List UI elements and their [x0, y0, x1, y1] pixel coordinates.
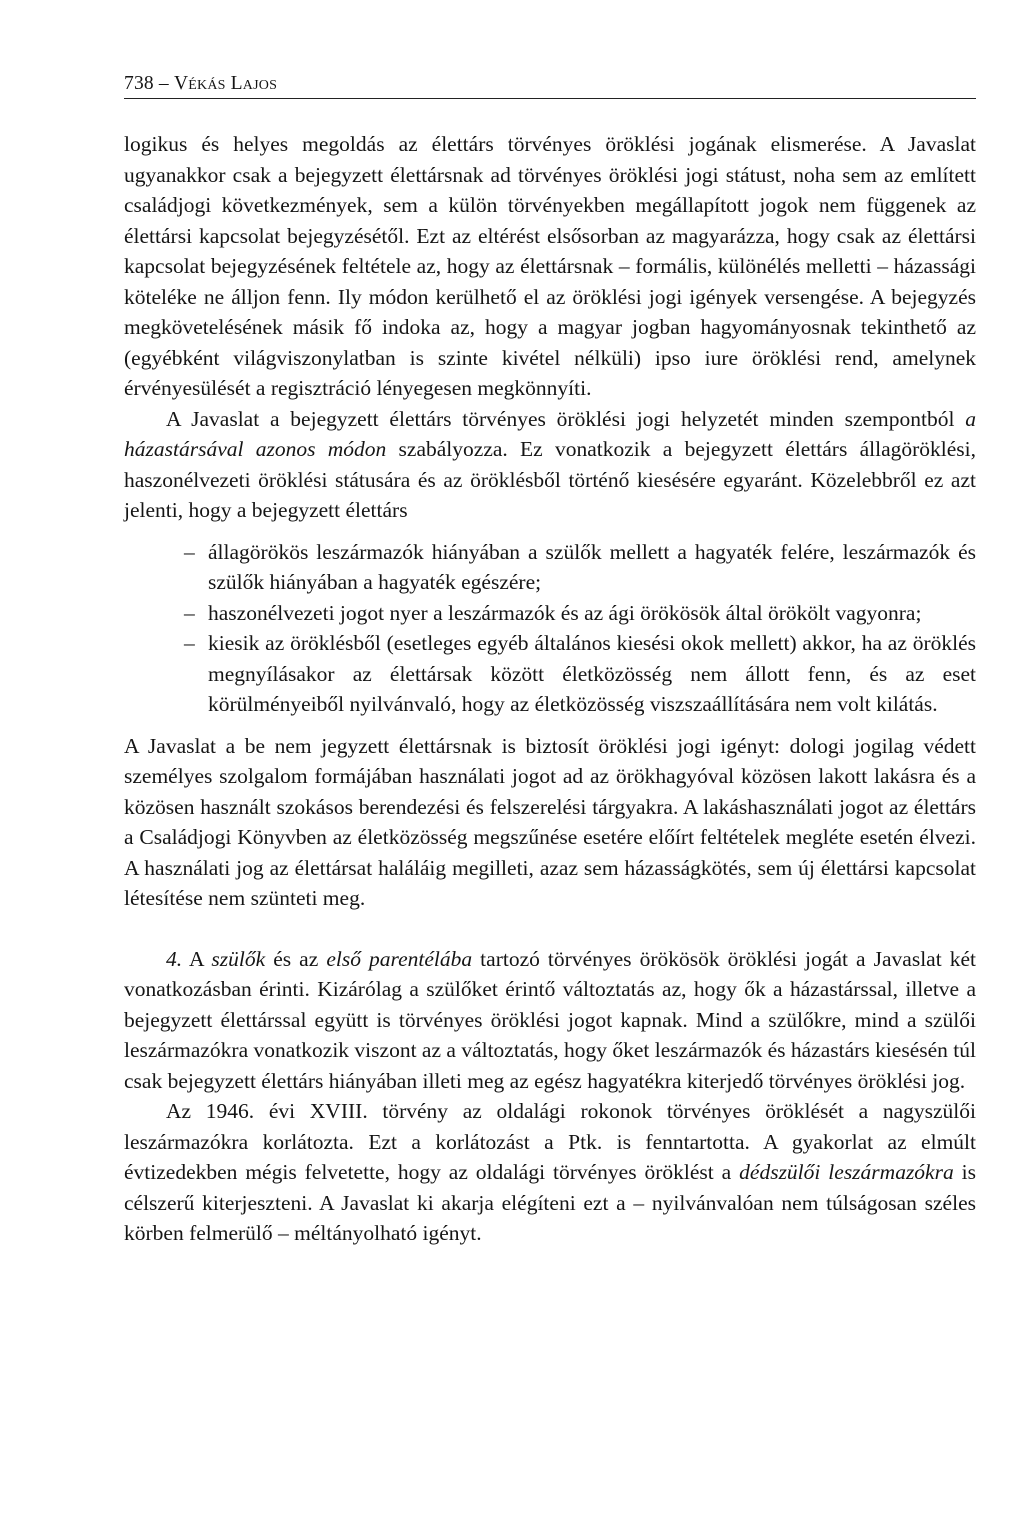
- paragraph-5-part-b: is célszerű kiterjeszteni. A Javaslat ki akarja elégíteni ezt a – nyilvánvalóan nem túlságosan széles körben felmerülő – méltányolható igényt.: [124, 1160, 976, 1245]
- paragraph-2-part-a: A Javaslat a bejegyzett élettárs törvényes öröklési jogi helyzetét minden szempontból: [166, 406, 966, 431]
- author-name: Vékás Lajos: [173, 73, 278, 94]
- page-number: 738: [124, 73, 154, 94]
- paragraph-3: A Javaslat a be nem jegyzett élettársnak is biztosít öröklési jogi igényt: dologi jogilag védett személyes szolgalom formájában használati jogot ad az örökhagyóval közösen lakott lakásra és a közösen használt szokásos berendezési és felszerelési tárgyakra. A lakáshasználati jogot az élettárs a Családjogi Könyvben az életközösség megszűnése esetére előírt feltételek megléte esetén élvezi. A használati jog az élettársat haláláig megilleti, azaz sem házasságkötés, sem új élettársi kapcsolat létesítése nem szünteti meg.: [124, 733, 976, 910]
- paragraph-4: [124, 944, 976, 1097]
- list-item: – haszonélvezeti jogot nyer a leszármazók és az ági örökösök által örökölt vagyonra;: [208, 598, 976, 629]
- list-item: – állagörökös leszármazók hiányában a szülők mellett a hagyaték felére, leszármazók és szülők hiányában a hagyaték egészére;: [208, 537, 976, 598]
- paragraph-4-emphasis-1: szülők: [211, 946, 266, 971]
- paragraph-5-part-a: Az 1946. évi XVIII. törvény az oldalági rokonok törvényes öröklését a nagyszülői leszármazókra korlátozta. Ezt a korlátozást a Ptk. is fenntartotta. A gyakorlat az elmúlt évtizedekben mégis felvetette, hogy az oldalági törvényes öröklést a: [124, 1099, 976, 1184]
- paragraph-4-part-c: tartozó törvényes örökösök öröklési jogát a Javaslat két vonatkozásban érinti. Kizárólag a szülőket érintő változtatás az, hogy ők a házastárssal, illetve a bejegyzett élettárssal együtt is törvényes öröklési jogot kapnak. Mind a szülőkre, mind a szülői leszármazókra vonatkozik viszont az a változtatás, hogy őket leszármazók és házastárs kiesésén túl csak bejegyzett élettárs hiányában illeti meg az egész hagyatékra kiterjedő törvényes öröklési jog.: [124, 946, 977, 1093]
- paragraph-5-emphasis: dédszülői leszármazókra: [739, 1160, 954, 1184]
- section-number: 4.: [166, 946, 183, 971]
- paragraph-4-part-a: A: [182, 946, 212, 971]
- section-gap: [124, 914, 976, 944]
- paragraph-1: logikus és helyes megoldás az élettárs törvényes öröklési jogának elismerése. A Javaslat ugyanakkor csak a bejegyzett élettársnak ad törvényes öröklési jogi státust, noha sem az említett családjogi következmények, sem a külön törvényekben megállapított jogok nem függenek az élettársi kapcsolat bejegyzésétől. Ezt az eltérést elsősorban az magyarázza, hogy csak az élettársi kapcsolat bejegyzésének feltétele az, hogy az élettársnak – formális, különélés melletti – házassági köteléke ne álljon fenn. Ily módon kerülhető el az öröklési jogi igények versengése. A bejegyzés megkövetelésének másik fő indoka az, hogy a magyar jogban hagyományosnak tekinthető az (egyébként világviszonylatban is szinte kivétel nélküli) ipso iure öröklési rend, amelynek érvényesülését a regisztráció lényegesen megkönnyíti.: [124, 132, 976, 400]
- paragraph-4-part-b: és az: [265, 946, 327, 971]
- page: [124, 72, 976, 1249]
- paragraph-2-emphasis: a házastársával azonos módon: [124, 406, 976, 461]
- paragraph-2: [124, 404, 976, 526]
- dash-list: [124, 537, 976, 720]
- body-text: [124, 129, 976, 1249]
- running-head: [124, 72, 976, 99]
- paragraph-4-emphasis-2: első parentélába: [326, 946, 473, 971]
- paragraph-5: [124, 1096, 976, 1249]
- list-item: – kiesik az öröklésből (esetleges egyéb általános kiesési okok mellett) akkor, ha az öröklés megnyílásakor az élettársak között életközösség nem állott fenn, és az eset körülményeiből nyilvánvaló, hogy az életközösség viszszaállítására nem volt kilátás.: [208, 628, 976, 720]
- paragraph-2-part-b: szabályozza. Ez vonatkozik a bejegyzett élettárs állagöröklési, haszonélvezeti öröklési státusára és az öröklésből történő kiesésére egyaránt. Közelebbről ez azt jelenti, hogy a bejegyzett élettárs: [124, 437, 977, 522]
- header-separator: –: [153, 73, 174, 94]
